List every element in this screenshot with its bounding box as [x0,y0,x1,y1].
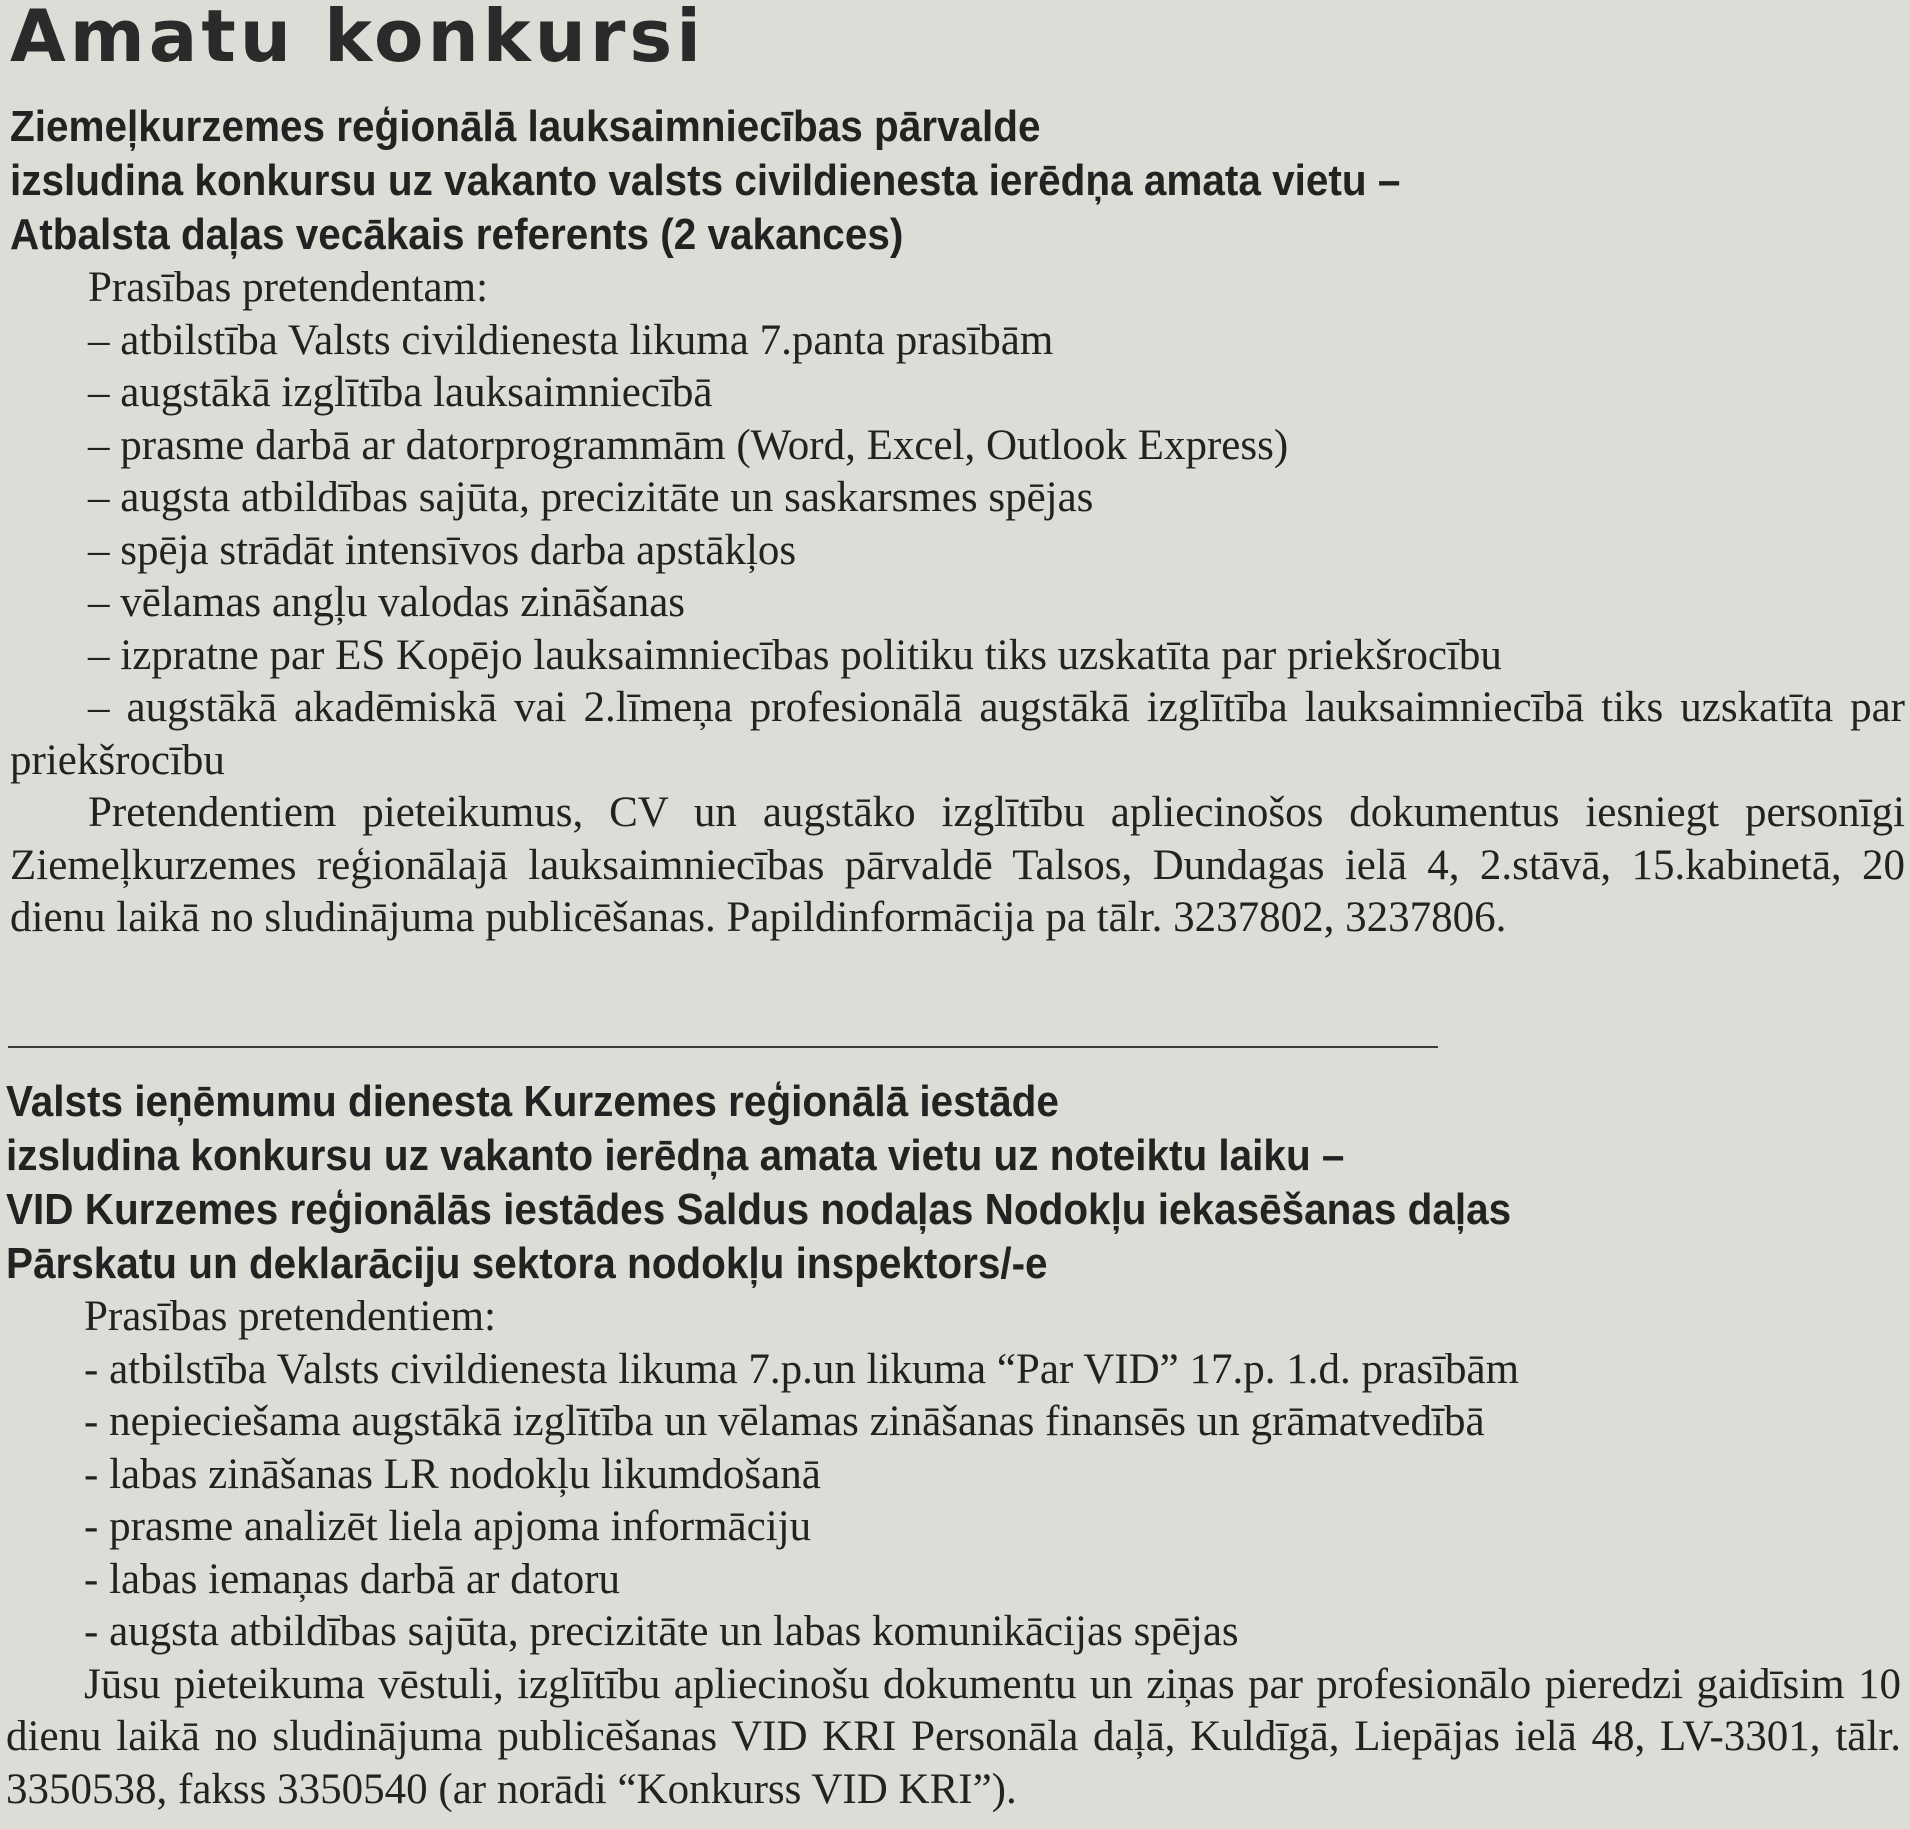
requirement-item: - labas iemaņas darbā ar datoru [84,1555,621,1603]
requirement-item: – augstākā akadēmiskā vai 2.līmeņa profesionālā augstākā izglītība lauksaimniecībā tiks uzskatīta par priekšrocību [10,684,1905,784]
requirement-item: – spēja strādāt intensīvos darba apstākļos [88,526,797,574]
heading-line: VID Kurzemes reģionālās iestādes Saldus nodaļas Nodokļu iekasēšanas daļas [6,1185,1512,1234]
ad-heading [6,1075,1901,1291]
requirements-title: Prasības pretendentiem: [84,1293,496,1340]
requirement-item: – prasme darbā ar datorprogrammām (Word, Excel, Outlook Express) [88,421,1289,469]
requirement-item: – izpratne par ES Kopējo lauksaimniecības politiku tiks uzskatīta par priekšrocību [88,631,1502,679]
requirement-item: - augsta atbildības sajūta, precizitāte un labas komunikācijas spējas [84,1608,1239,1655]
section-title: Amatu konkursi [10,0,705,78]
job-ad-tax-inspector [6,1075,1901,1816]
heading-line: izsludina konkursu uz vakanto ierēdņa amata vietu uz noteiktu laiku – [6,1131,1345,1180]
requirement-item: – augstākā izglītība lauksaimniecībā [88,369,713,416]
requirements-title: Prasības pretendentam: [88,264,489,311]
requirements-list [10,315,1905,788]
requirement-item: – augsta atbildības sajūta, precizitāte un saskarsmes spējas [88,474,1094,521]
application-instructions: Pretendentiem pieteikumus, CV un augstāko izglītību apliecinošos dokumentus iesniegt personīgi Ziemeļkurzemes reģionālajā lauksaimniecības pārvaldē Talsos, Dundagas ielā 4, 2.stāvā, 15.kabinetā, 20 dienu laikā no sludinājuma publicēšanas. Papildinformācija pa tālr. 3237802, 3237806. [10,789,1905,941]
heading-line: Pārskatu un deklarāciju sektora nodokļu inspektors/-e [6,1239,1048,1288]
ad-heading [10,100,1905,262]
requirement-item: - atbilstība Valsts civildienesta likuma 7.p.un likuma “Par VID” 17.p. 1.d. prasībām [84,1345,1520,1393]
requirement-item: - nepieciešama augstākā izglītība un vēlamas zināšanas finansēs un grāmatvedībā [84,1398,1485,1445]
application-instructions: Jūsu pieteikuma vēstuli, izglītību apliecinošu dokumentu un ziņas par profesionālo pieredzi gaidīsim 10 dienu laikā no sludinājuma publicēšanas VID KRI Personāla daļā, Kuldīgā, Liepājas ielā 48, LV-3301, tālr. 3350538, fakss 3350540 (ar norādi “Konkurss VID KRI”). [6,1660,1901,1813]
heading-line: Valsts ieņēmumu dienesta Kurzemes reģionālā iestāde [6,1077,1059,1126]
heading-line: Ziemeļkurzemes reģionālā lauksaimniecības pārvalde [10,102,1041,151]
requirements-list [6,1344,1901,1659]
section-divider [8,1046,1438,1048]
heading-line: Atbalsta daļas vecākais referents (2 vakances) [10,210,904,259]
job-ad-agriculture [10,100,1905,945]
requirement-item: – atbilstība Valsts civildienesta likuma 7.panta prasībām [88,316,1054,364]
requirement-item: - labas zināšanas LR nodokļu likumdošanā [84,1450,821,1498]
requirement-item: - prasme analizēt liela apjoma informāciju [84,1503,812,1550]
requirement-item: – vēlamas angļu valodas zināšanas [88,579,686,626]
heading-line: izsludina konkursu uz vakanto valsts civildienesta ierēdņa amata vietu – [10,156,1401,205]
